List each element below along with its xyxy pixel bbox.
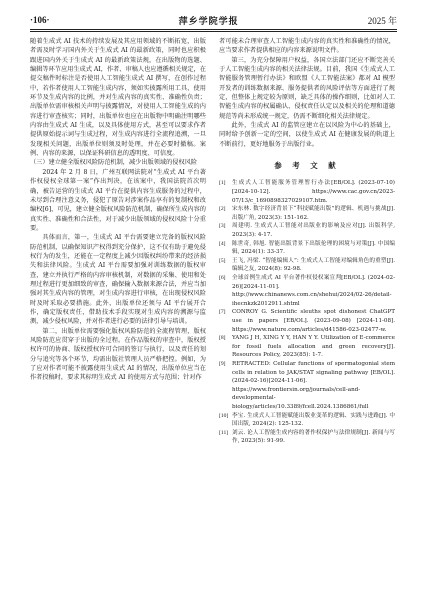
reference-text: 刘云. 论人工智能生成内容的著作权保护与法律规制[J]. 新闻与写作, 2023(5): 91-99. bbox=[232, 429, 395, 445]
reference-item bbox=[219, 308, 395, 334]
page-header bbox=[30, 12, 397, 28]
reference-number: [10] bbox=[219, 412, 229, 419]
reference-text: 陈世奇, 韩旭. 智能出版背景下出版伦理的困境与对策[J]. 中国编辑, 2024(1): 33-37. bbox=[232, 240, 395, 256]
references-title: 参 考 文 献 bbox=[274, 161, 340, 171]
reference-number: [5] bbox=[219, 257, 226, 264]
reference-item bbox=[219, 412, 395, 429]
reference-text: CONROY G. Scientific sleuths spot dishonest ChatGPT use in papers [EB/OL]. (2023-09-08) [2024-11-08]. https://www.nature.com/articles/d41586-023-02477-w. bbox=[232, 309, 395, 333]
reference-text: YANG J H, XING Y Y, HAN Y Y. Utilization of E-commerce for fossil fuels allocation and green recovery[J]. Resources Policy, 2023(85): 1-7. bbox=[232, 335, 395, 359]
reference-number: [1] bbox=[219, 180, 226, 187]
reference-text: 王飞, 冯梁. “智能编辑人”: 生成式人工智能对编辑角色的重塑[J]. 编辑之友, 2024(8): 92-98. bbox=[232, 257, 395, 273]
reference-number: [9] bbox=[219, 360, 226, 367]
reference-item bbox=[219, 179, 395, 205]
reference-number: [11] bbox=[219, 429, 229, 436]
right-column-body bbox=[219, 37, 395, 149]
reference-text: 宋东林. 数字经济背景下“科技赋能出版”的逻辑、机遇与挑战[J]. 出版广角, 2023(3): 151-162. bbox=[232, 206, 395, 221]
reference-text: 李宝. 生成式人工智能赋能出版业变革的逻辑、实践与进路[J]. 中国出版, 2024(2): 125-132. bbox=[232, 412, 395, 428]
reference-text: 生成式人工智能服务管理暂行办法[EB/OL]. (2023-07-10) [2024-10-12]. https://www.cac.gov.cn/2023-07/13/c_1690898327029107.htm. bbox=[232, 180, 395, 204]
reference-text: 全球首例生成式 AI 平台著作权侵权案宣判[EB/OL]. (2024-02-26)[2024-11-01]. http://www.chinanews.com.cn/shehui/2024/02-26/detail-ihecnkzk2012911.shtml bbox=[232, 275, 395, 307]
body-paragraph: 随着生成式 AI 技术的持续发展及其应用领域的不断拓宽，出版者需及时学习国内外关于生成式 AI 的最新政策，同时也应积极跟进国内外关于生成式 AI 的最新政策法规，在出版物的选题、编辑等环节应用生成式 AI，作者、审稿人也应遵循相关规定，在提交稿件时标注是否使用人工智能生成式 AI 撰写，在创作过程中，若作者使用人工智能生成内容，须如实披露所用工具、使用环节及生成内容的比例，并对生成内容的真实性、准确性负责；出版单位需审核相关声明与披露情况，对使用人工智能生成的内容进行审查核实；同时，出版单位也应在出版物中明确注明哪些内容由生成式 AI 生成，以及具体使用方式，甚至可以要求作者提供原始提示词与生成过程，对生成内容进行全流程追溯，一旦发现相关问题，出版单位则须及时处理，并在必要时撤稿。案例、内容的来源，以保证科研信息的透明度、可信度。 bbox=[30, 38, 206, 158]
reference-item bbox=[219, 205, 395, 222]
reference-number: [3] bbox=[219, 223, 226, 230]
journal-title: 萍乡学院学报 bbox=[178, 16, 239, 27]
reference-number: [6] bbox=[219, 275, 226, 281]
reference-list bbox=[219, 179, 395, 445]
reference-text: 周建明. 生成式人工智能对出版业的影响及应对[J]. 出版科学, 2023(3): 4-17. bbox=[232, 223, 395, 239]
body-paragraph: 第三，为充分保障用户权益，各国立法部门还应不断完善关于人工智能生成内容的相关法律法规。目前，我国《生成式人工智能服务管理暂行办法》和欧盟《人工智能法案》都对 AI 模型开发者的训练数据来源、服务提供者的风险评估等方面进行了规定，但整体上规定较为原则，缺乏具体的操作细则，比如对人工智能生成内容的权属确认、侵权责任认定以及相关的伦理和道德规范等尚未形成统一规定，仍需不断细化相关法律规定。 bbox=[219, 56, 395, 120]
publication-year: 2025 年 bbox=[367, 15, 397, 26]
section-subheading: （三）建立健全版权风险防范机制，减少出版领域的侵权风险 bbox=[30, 159, 198, 167]
header-rule-thin bbox=[30, 31, 397, 32]
reference-item bbox=[219, 360, 395, 412]
reference-number: [8] bbox=[219, 335, 226, 342]
page-number: ·106· bbox=[30, 15, 50, 25]
reference-number: [7] bbox=[219, 309, 226, 316]
body-paragraph: 具体而言，第一，生成式 AI 平台需要建立完备的版权风险防范机制，以确保知识产权得到充分保护，这不仅有助于避免侵权行为的发生，还能在一定程度上减少因版权纠纷带来的经济损失和法律风险。生成式 AI 平台需要加强对训练数据的版权审查，建立并执行严格的内容审核机制，对数据的采集、使用和处理过程进行更加细致的审查，确保输入数据来源合法，并应当加强对其生成内容的管理，对生成内容进行审核，在出现侵权风险时及时采取必要措施。此外，出版单位还须与 AI 平台展开合作，确定版权责任，借助技术手段实现对生成内容的溯源与监测，减少侵权风险，并对作者进行必要的法律引导与培训。 bbox=[30, 234, 206, 326]
right-column bbox=[219, 37, 395, 446]
left-column bbox=[30, 37, 206, 383]
reference-item bbox=[219, 334, 395, 360]
reference-item bbox=[219, 240, 395, 257]
reference-item bbox=[219, 429, 395, 446]
header-rule bbox=[30, 29, 397, 30]
body-paragraph: 此外，生成式 AI 的监管应建立在以风险为中心的基础上，同时给予创新一定的空间，以使生成式 AI 在健康发展的轨道上不断前行，更好地服务于出版行业。 bbox=[219, 122, 395, 148]
reference-number: [2] bbox=[219, 206, 226, 213]
body-paragraph: 2024 年 2 月 8 日，广州互联网法院对“生成式 AI 平台著作权侵权全球第一案”作出判决，在该案中，我国法院首次明确，被告运营的生成式 AI 平台在提供内容生成服务的过程中，未尽到合理注意义务，侵犯了原告对涉案作品享有的复制权和改编权[6]，可见，建立健全版权风险防范机制，确保所生成内容的真实性、准确性和合法性，对于减少出版领域的侵权风险十分重要。 bbox=[30, 168, 206, 232]
reference-text: RETRACTED: Cellular functions of spermatogonial stem cells in relation to JAK/STAT signaling pathway [EB/OL]. (2024-02-16)[2024-11-06]. https://www.frontiersin.org/journals/cell-and-developmental-biology/articles/10.3389/fcell.2024.1386861/full bbox=[232, 360, 395, 410]
reference-item bbox=[219, 222, 395, 239]
reference-item bbox=[219, 274, 395, 308]
body-paragraph: 第二，出版单位需要强化版权风险防范的全流程管理，版权风险防范应贯穿于出版的全过程。在作品版权的审查中，版权授权许可的协商、版权授权许可合同的签订与执行，以及责任的划分与追究等各个环节，均需出版社管理人员严格把控。例如，为了应对作者可能不披露使用生成式 AI 的情况，出版单位应当在作者投稿时，要求其标明生成式 AI 的使用方式与范围；针对作 bbox=[30, 327, 206, 382]
body-paragraph: 者可能未合理审查人工智能生成内容的真实性和准确性的情况，应当要求作者提供相应的内容来源说明文件。 bbox=[219, 38, 395, 55]
reference-item bbox=[219, 257, 395, 274]
reference-number: [4] bbox=[219, 240, 226, 247]
